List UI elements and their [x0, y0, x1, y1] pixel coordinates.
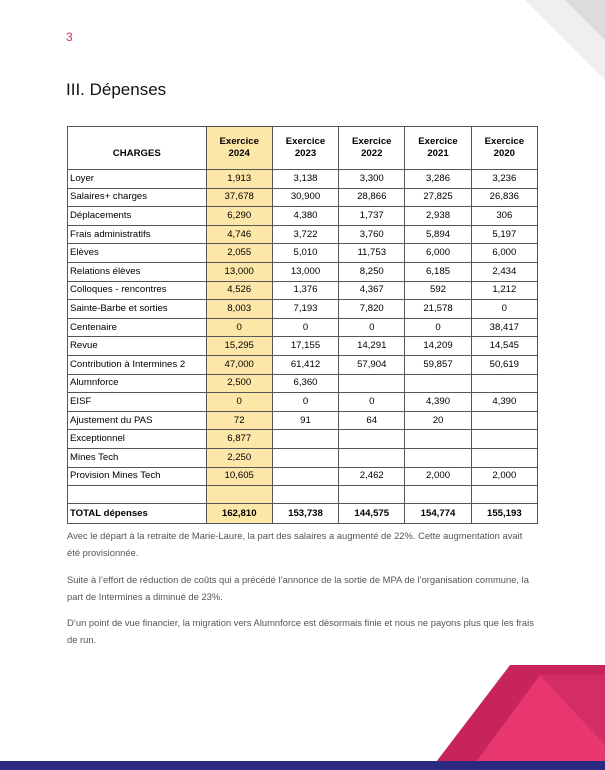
table-row — [68, 430, 538, 449]
cell-value: 14,209 — [405, 337, 471, 356]
bottom-bar — [0, 761, 605, 770]
table-row — [68, 374, 538, 393]
row-label: Alumnforce — [68, 374, 207, 393]
cell-value: 5,010 — [272, 244, 338, 263]
paragraph-intermines: Suite à l’effort de réduction de coûts qui a précédé l’annonce de la sortie de MPA de l’organisation commune, la part de Intermines a diminué de 23%. — [67, 574, 529, 602]
cell-value: 162,810 — [206, 504, 272, 524]
row-label: Loyer — [68, 170, 207, 189]
cell-value: 155,193 — [471, 504, 537, 524]
cell-value: 14,545 — [471, 337, 537, 356]
cell-value: 64 — [339, 411, 405, 430]
spacer-row — [68, 486, 538, 504]
cell-value: 0 — [339, 318, 405, 337]
cell-value: 144,575 — [339, 504, 405, 524]
cell-value: 0 — [272, 393, 338, 412]
cell-value: 6,877 — [206, 430, 272, 449]
cell-value: 4,390 — [405, 393, 471, 412]
row-label: Mines Tech — [68, 448, 207, 467]
cell-value — [471, 430, 537, 449]
cell-value: 26,836 — [471, 188, 537, 207]
corner-decoration-top-right — [525, 0, 605, 80]
cell-value: 2,500 — [206, 374, 272, 393]
cell-value: 6,185 — [405, 262, 471, 281]
cell-value: 2,055 — [206, 244, 272, 263]
cell-value: 4,367 — [339, 281, 405, 300]
cell-value — [272, 430, 338, 449]
cell-value — [405, 374, 471, 393]
cell-value: 28,866 — [339, 188, 405, 207]
total-row — [68, 504, 538, 524]
cell-value: 2,938 — [405, 207, 471, 226]
cell-value: 3,236 — [471, 170, 537, 189]
row-label: Sainte-Barbe et sorties — [68, 300, 207, 319]
cell-value: 4,746 — [206, 225, 272, 244]
cell-value: 1,737 — [339, 207, 405, 226]
row-label: TOTAL dépenses — [68, 504, 207, 524]
table-row — [68, 188, 538, 207]
cell-value: 6,000 — [471, 244, 537, 263]
cell-value: 0 — [272, 318, 338, 337]
year-header: Exercice 2022 — [339, 127, 405, 170]
cell-value — [339, 448, 405, 467]
cell-value: 592 — [405, 281, 471, 300]
cell-value: 0 — [339, 393, 405, 412]
cell-value: 59,857 — [405, 355, 471, 374]
cell-value — [339, 430, 405, 449]
table-row — [68, 355, 538, 374]
cell-value: 13,000 — [272, 262, 338, 281]
cell-value: 11,753 — [339, 244, 405, 263]
cell-value: 2,462 — [339, 467, 405, 486]
cell-value: 2,000 — [405, 467, 471, 486]
table-row — [68, 448, 538, 467]
cell-value: 4,380 — [272, 207, 338, 226]
cell-value: 13,000 — [206, 262, 272, 281]
empty-cell — [471, 486, 537, 504]
row-label: Elèves — [68, 244, 207, 263]
cell-value: 2,434 — [471, 262, 537, 281]
cell-value: 5,197 — [471, 225, 537, 244]
row-label: Provision Mines Tech — [68, 467, 207, 486]
empty-cell — [206, 486, 272, 504]
cell-value: 50,619 — [471, 355, 537, 374]
cell-value: 6,360 — [272, 374, 338, 393]
page-number: 3 — [66, 30, 73, 44]
cell-value: 2,000 — [471, 467, 537, 486]
cell-value: 6,000 — [405, 244, 471, 263]
cell-value: 1,212 — [471, 281, 537, 300]
cell-value — [405, 430, 471, 449]
cell-value: 30,900 — [272, 188, 338, 207]
cell-value: 6,290 — [206, 207, 272, 226]
paragraph-salaries: Avec le départ à la retraite de Marie-Laure, la part des salaires a augmenté de 22%. Cette augmentation avait été provisionnée. — [67, 530, 523, 558]
cell-value: 306 — [471, 207, 537, 226]
row-label: Revue — [68, 337, 207, 356]
cell-value: 4,526 — [206, 281, 272, 300]
paragraph-alumnforce: D’un point de vue financier, la migration vers Alumnforce est désormais finie et nous ne payons plus que les frais de run. — [67, 617, 534, 645]
cell-value: 3,760 — [339, 225, 405, 244]
cell-value — [272, 448, 338, 467]
empty-cell — [339, 486, 405, 504]
cell-value: 8,250 — [339, 262, 405, 281]
row-label: Déplacements — [68, 207, 207, 226]
row-label: EISF — [68, 393, 207, 412]
cell-value: 1,913 — [206, 170, 272, 189]
row-label: Relations élèves — [68, 262, 207, 281]
cell-value: 72 — [206, 411, 272, 430]
table-row — [68, 318, 538, 337]
cell-value: 1,376 — [272, 281, 338, 300]
table-header-row — [68, 127, 538, 170]
cell-value — [272, 467, 338, 486]
row-label: Centenaire — [68, 318, 207, 337]
table-row — [68, 467, 538, 486]
cell-value: 3,286 — [405, 170, 471, 189]
empty-cell — [405, 486, 471, 504]
empty-cell — [68, 486, 207, 504]
cell-value: 0 — [471, 300, 537, 319]
table-row — [68, 393, 538, 412]
empty-cell — [272, 486, 338, 504]
row-label: Frais administratifs — [68, 225, 207, 244]
cell-value — [471, 411, 537, 430]
table-row — [68, 300, 538, 319]
row-label: Salaires+ charges — [68, 188, 207, 207]
cell-value: 153,738 — [272, 504, 338, 524]
cell-value: 3,300 — [339, 170, 405, 189]
cell-value: 3,722 — [272, 225, 338, 244]
cell-value: 38,417 — [471, 318, 537, 337]
cell-value: 5,894 — [405, 225, 471, 244]
cell-value — [339, 374, 405, 393]
charges-table — [67, 126, 538, 524]
section-title: III. Dépenses — [66, 80, 167, 99]
cell-value: 2,250 — [206, 448, 272, 467]
year-header: Exercice 2020 — [471, 127, 537, 170]
cell-value: 8,003 — [206, 300, 272, 319]
cell-value: 61,412 — [272, 355, 338, 374]
table-row — [68, 225, 538, 244]
table-row — [68, 337, 538, 356]
cell-value: 0 — [405, 318, 471, 337]
cell-value: 154,774 — [405, 504, 471, 524]
cell-value: 37,678 — [206, 188, 272, 207]
cell-value: 3,138 — [272, 170, 338, 189]
table-row — [68, 262, 538, 281]
cell-value: 27,825 — [405, 188, 471, 207]
year-header: Exercice 2023 — [272, 127, 338, 170]
table-row — [68, 170, 538, 189]
cell-value: 21,578 — [405, 300, 471, 319]
table-row — [68, 281, 538, 300]
charges-header: CHARGES — [68, 127, 207, 170]
cell-value — [405, 448, 471, 467]
cell-value — [471, 448, 537, 467]
cell-value: 20 — [405, 411, 471, 430]
cell-value: 57,904 — [339, 355, 405, 374]
cell-value: 0 — [206, 393, 272, 412]
corner-decoration-bottom-right — [430, 665, 605, 770]
cell-value: 14,291 — [339, 337, 405, 356]
cell-value: 4,390 — [471, 393, 537, 412]
cell-value — [471, 374, 537, 393]
table-row — [68, 244, 538, 263]
table-row — [68, 411, 538, 430]
row-label: Colloques - rencontres — [68, 281, 207, 300]
cell-value: 0 — [206, 318, 272, 337]
cell-value: 10,605 — [206, 467, 272, 486]
table-row — [68, 207, 538, 226]
cell-value: 91 — [272, 411, 338, 430]
cell-value: 7,193 — [272, 300, 338, 319]
cell-value: 47,000 — [206, 355, 272, 374]
row-label: Exceptionnel — [68, 430, 207, 449]
year-header: Exercice 2021 — [405, 127, 471, 170]
cell-value: 7,820 — [339, 300, 405, 319]
year-header: Exercice 2024 — [206, 127, 272, 170]
row-label: Contribution à Intermines 2 — [68, 355, 207, 374]
cell-value: 15,295 — [206, 337, 272, 356]
row-label: Ajustement du PAS — [68, 411, 207, 430]
cell-value: 17,155 — [272, 337, 338, 356]
